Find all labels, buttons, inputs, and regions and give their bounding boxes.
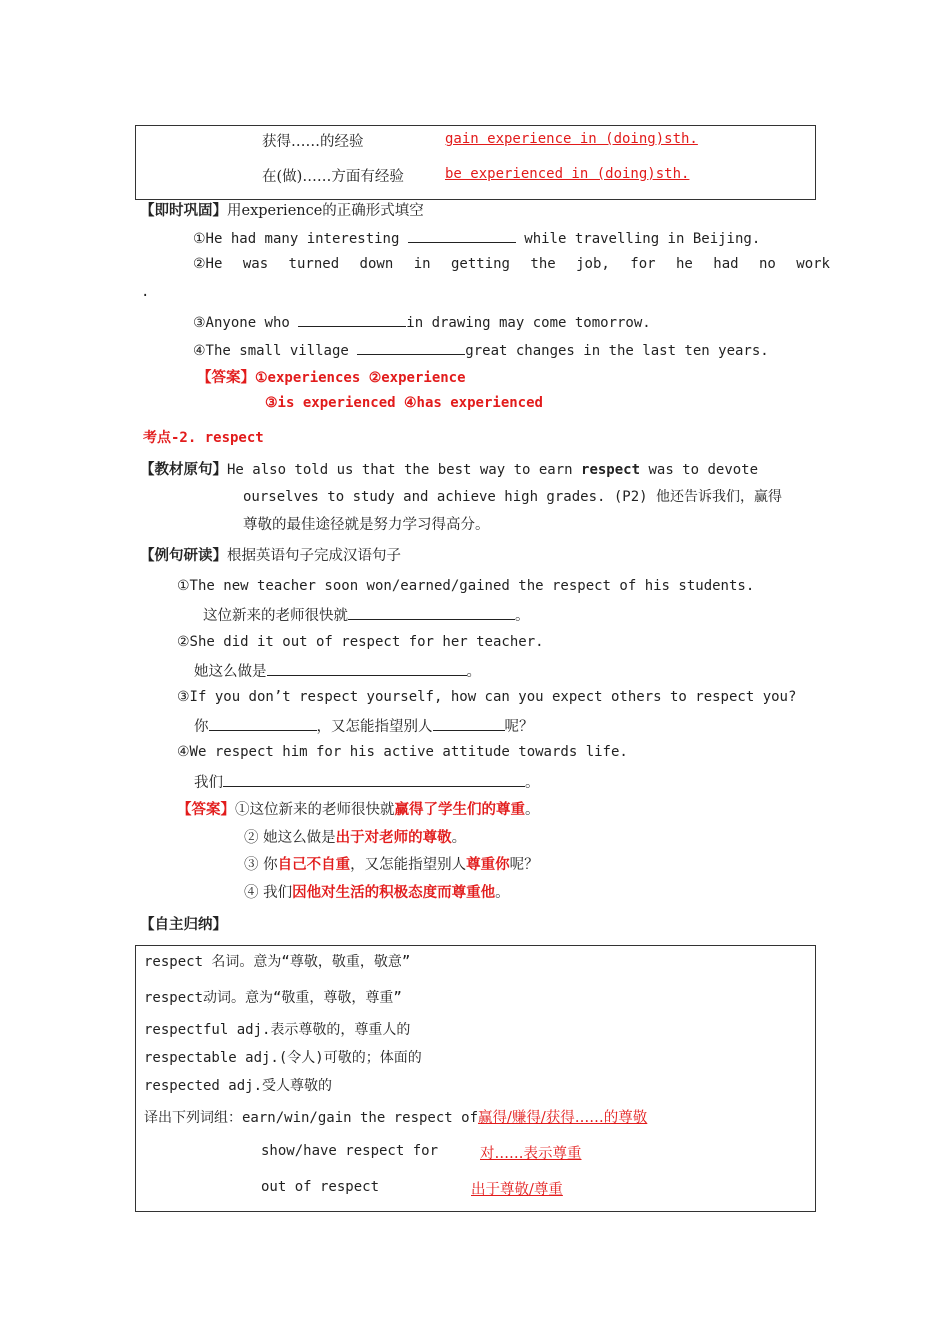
- a2-text-a: ② 她这么做是: [244, 830, 336, 846]
- practice-q3: [193, 312, 651, 331]
- textbook-text-b: was to devote: [640, 462, 759, 478]
- phrase-earn-respect: 译出下列词组：earn/win/gain the respect of: [144, 1110, 479, 1126]
- textbook-line2: ourselves to study and achieve high grades. (P2) 他还告诉我们，赢得: [243, 489, 783, 505]
- a3-answer-1: 自己不自重: [277, 856, 351, 873]
- practice-answer-1: ①experiences ②experience: [255, 370, 466, 386]
- phrase-out-of-respect-cn: 出于尊敬/尊重: [471, 1182, 563, 1198]
- practice-q2: ②He was turned down in getting the job, for he had no work: [193, 256, 830, 272]
- example-1-en: ①The new teacher soon won/earned/gained the respect of his students.: [177, 578, 755, 594]
- phrase-cn-experienced: 在(做)……方面有经验: [262, 169, 404, 185]
- summary-line-5: respected adj.受人尊敬的: [144, 1078, 333, 1094]
- q1-text-a: ①He had many interesting: [193, 231, 408, 247]
- summary-line-6: [144, 1106, 647, 1127]
- summary-line-2: respect动词。意为“敬重，尊敬，尊重”: [144, 990, 402, 1006]
- example-heading-line: [140, 544, 401, 565]
- practice-q2-end: .: [141, 284, 150, 300]
- example-3-en: ③If you don’t respect yourself, how can you expect others to respect you?: [177, 689, 797, 705]
- practice-q1: [193, 228, 760, 247]
- phrase-en-experienced: be experienced in (doing)sth.: [445, 166, 690, 182]
- textbook-text-a: He also told us that the best way to earn: [227, 462, 582, 478]
- phrase-show-respect-cn: 对……表示尊重: [480, 1146, 582, 1162]
- summary-line-1: respect 名词。意为“尊敬，敬重，敬意”: [144, 954, 411, 970]
- e2-cn-a: 她这么做是: [194, 664, 267, 680]
- phrase-cn-gain: 获得……的经验: [262, 134, 364, 150]
- q3-blank: [298, 312, 406, 327]
- q4-text-a: ④The small village: [193, 343, 358, 359]
- textbook-line3: 尊敬的最佳途径就是努力学习得高分。: [243, 517, 490, 533]
- a1-text-b: 。: [525, 802, 540, 818]
- a3-answer-2: 尊重你: [466, 856, 510, 873]
- example-4-cn: [194, 771, 540, 792]
- e3-blank-1: [209, 716, 317, 731]
- e3-cn-c: 呢？: [504, 719, 534, 735]
- point2-answer-label: 【答案】: [177, 801, 235, 818]
- practice-heading: 【即时巩固】: [140, 202, 227, 219]
- textbook-label: 【教材原句】: [140, 461, 227, 478]
- a4-answer: 因他对生活的积极态度而尊重他: [292, 884, 496, 901]
- practice-instruction: 用experience的正确形式填空: [227, 203, 424, 219]
- e4-cn-b: 。: [525, 775, 540, 791]
- a2-text-b: 。: [451, 830, 467, 846]
- e1-cn-b: 。: [515, 608, 530, 624]
- a1-answer: 赢得了学生们的尊重: [394, 801, 525, 818]
- q4-blank: [357, 340, 465, 355]
- example-3-cn: [194, 715, 534, 736]
- practice-q4: [193, 340, 769, 359]
- e1-blank: [348, 605, 515, 620]
- example-2-en: ②She did it out of respect for her teacher.: [177, 634, 544, 650]
- phrase-en-gain: gain experience in (doing)sth.: [445, 131, 698, 147]
- example-2-cn: [194, 660, 481, 681]
- e3-cn-b: ，又怎能指望别人: [316, 719, 433, 735]
- example-label: 【例句研读】: [140, 547, 227, 564]
- e2-cn-b: 。: [466, 664, 481, 680]
- practice-answer-line1: [197, 366, 466, 387]
- summary-label: 【自主归纳】: [140, 916, 227, 933]
- e3-cn-a: 你: [194, 719, 209, 735]
- a3-text-a: ③ 你: [244, 857, 278, 873]
- q1-blank: [408, 228, 516, 243]
- example-instruction: 根据英语句子完成汉语句子: [227, 548, 401, 564]
- textbook-keyword: respect: [581, 462, 641, 478]
- practice-answer-label: 【答案】: [197, 369, 255, 386]
- point2-answer-4: [244, 881, 510, 902]
- example-4-en: ④We respect him for his active attitude towards life.: [177, 744, 628, 760]
- practice-heading-line: [140, 199, 424, 220]
- point2-answer-1: [177, 798, 540, 819]
- a3-text-b: ，又怎能指望别人: [350, 857, 467, 873]
- phrase-out-of-respect: out of respect: [261, 1179, 380, 1195]
- example-1-cn: [203, 604, 530, 625]
- point2-answer-3: [244, 853, 539, 874]
- a2-answer: 出于对老师的尊敬: [335, 829, 452, 846]
- e4-cn-a: 我们: [194, 775, 223, 791]
- summary-line-3: respectful adj.表示尊敬的，尊重人的: [144, 1022, 411, 1038]
- a4-text-b: 。: [495, 885, 510, 901]
- phrase-earn-respect-cn: 赢得/赚得/获得……的尊敬: [478, 1110, 648, 1126]
- q3-text-a: ③Anyone who: [193, 315, 299, 331]
- point2-title: 考点-2. respect: [143, 430, 264, 446]
- q3-text-b: in drawing may come tomorrow.: [406, 315, 651, 331]
- e1-cn-a: 这位新来的老师很快就: [203, 608, 348, 624]
- q1-text-b: while travelling in Beijing.: [515, 231, 761, 247]
- q4-text-b: great changes in the last ten years.: [465, 343, 769, 359]
- summary-line-4: respectable adj.(令人)可敬的；体面的: [144, 1050, 422, 1066]
- e4-blank: [223, 772, 525, 787]
- a4-text-a: ④ 我们: [244, 885, 293, 901]
- phrase-show-respect: show/have respect for: [261, 1143, 439, 1159]
- e2-blank: [267, 661, 467, 676]
- point2-answer-2: [244, 826, 466, 847]
- e3-blank-2: [433, 716, 505, 731]
- textbook-line1: [140, 458, 758, 479]
- a1-text-a: ①这位新来的老师很快就: [235, 802, 395, 818]
- a3-text-c: 呢？: [509, 857, 539, 873]
- practice-answer-line2: ③is experienced ④has experienced: [265, 395, 543, 411]
